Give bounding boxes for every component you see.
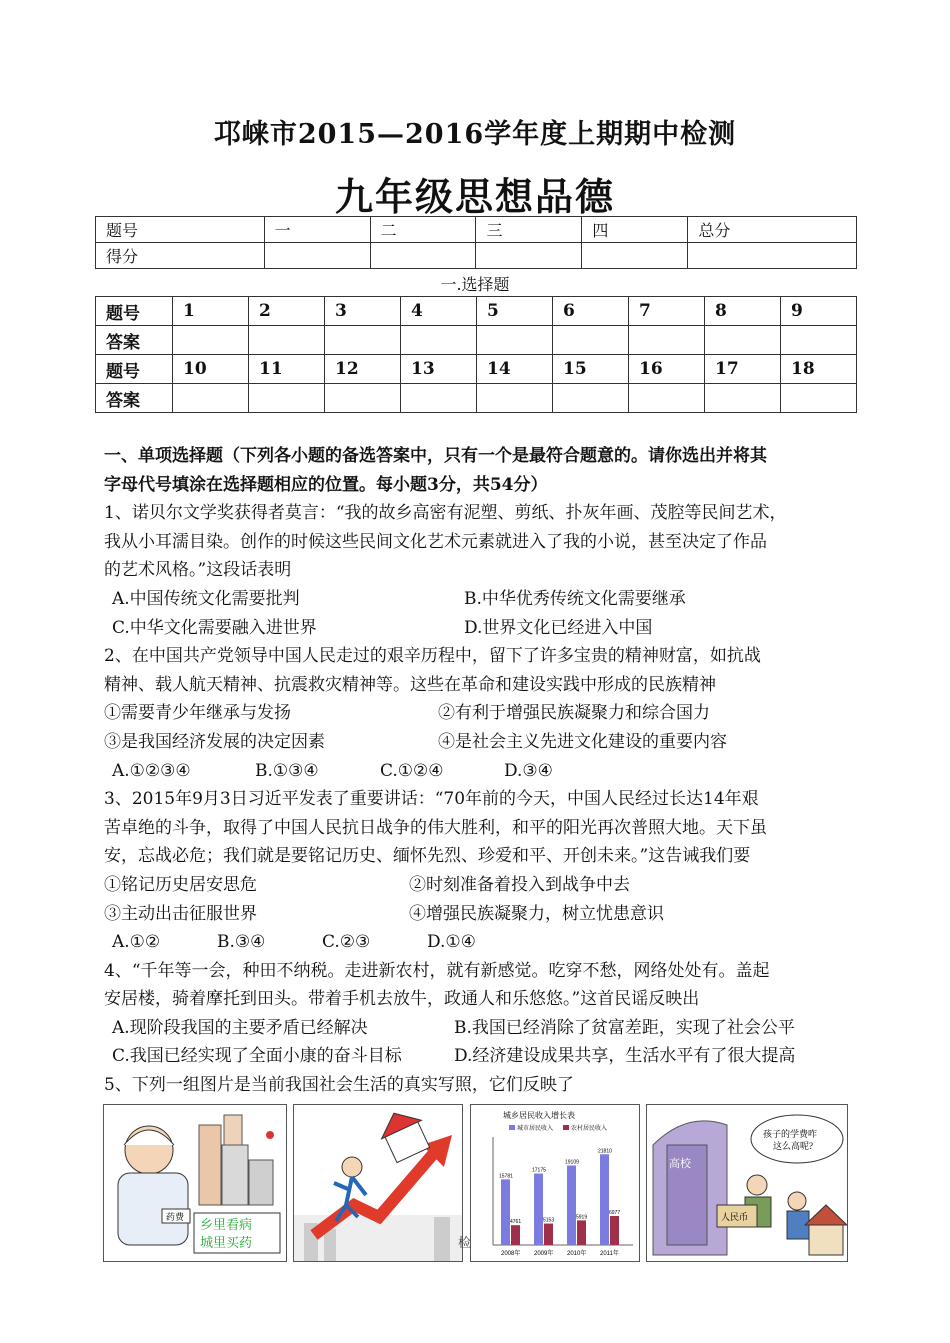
bar-label-rural: 6977 xyxy=(609,1209,621,1216)
answer-cell[interactable] xyxy=(629,384,705,413)
question-line xyxy=(104,499,854,528)
bar-urban xyxy=(501,1179,510,1245)
answer-cell[interactable] xyxy=(781,326,857,355)
statement-row xyxy=(104,728,854,757)
cartoon-picture-4 xyxy=(646,1104,848,1262)
q2-statement: ②有利于增强民族凝聚力和综合国力 xyxy=(438,703,710,724)
q1-option-b[interactable]: B.中华优秀传统文化需要继承 xyxy=(464,588,686,609)
q2-option-a[interactable]: A.①②③④ xyxy=(112,760,191,781)
q3-option-b[interactable]: B.③④ xyxy=(217,932,266,953)
instruction-text: 一、单项选择题（下列各小题的备选答案中，只有一个是最符合题意的。请你选出并将其 xyxy=(104,446,767,466)
q4-option-b[interactable]: B.我国已经消除了贫富差距，实现了社会公平 xyxy=(454,1017,795,1038)
grid-num: 6 xyxy=(553,297,629,326)
rising-price-cartoon xyxy=(294,1105,462,1261)
option-row xyxy=(104,585,854,614)
page-number: 检 xyxy=(458,1236,472,1251)
exam-title: 邛崃市2015—2016学年度上期期中检测 xyxy=(213,119,737,150)
answer-cell[interactable] xyxy=(401,384,477,413)
q4-stem: 安居楼，骑着摩托到田头。带着手机去放牛，政通人和乐悠悠。”这首民谣反映出 xyxy=(104,989,700,1010)
score-header-cell: 三 xyxy=(476,217,582,243)
answer-cell[interactable] xyxy=(325,384,401,413)
answer-cell[interactable] xyxy=(705,384,781,413)
question-line xyxy=(104,556,854,585)
grid-num: 16 xyxy=(629,355,705,384)
bar-urban xyxy=(534,1174,543,1245)
q3-statement: ②时刻准备着投入到战争中去 xyxy=(409,874,630,895)
q3-option-a[interactable]: A.①② xyxy=(112,932,161,953)
answer-cell[interactable] xyxy=(553,326,629,355)
speech-bubble-text: 这么高呢? xyxy=(773,1141,813,1151)
score-row-label: 得分 xyxy=(96,243,265,269)
q2-statement: ④是社会主义先进文化建设的重要内容 xyxy=(438,731,727,752)
option-row xyxy=(104,614,854,643)
bar-label-urban: 19109 xyxy=(565,1159,579,1166)
chart-title: 城乡居民收入增长表 xyxy=(503,1111,575,1120)
grid-num: 7 xyxy=(629,297,705,326)
bar-label-urban: 21810 xyxy=(598,1148,612,1155)
q3-option-c[interactable]: C.②③ xyxy=(322,932,371,953)
question-line xyxy=(104,814,854,843)
bar-label-rural: 5919 xyxy=(576,1214,588,1221)
score-header-cell: 题号 xyxy=(96,217,265,243)
bar-label-urban: 15781 xyxy=(499,1173,513,1180)
question-body xyxy=(104,442,854,1100)
q1-option-c[interactable]: C.中华文化需要融入进世界 xyxy=(112,617,317,638)
q1-option-a[interactable]: A.中国传统文化需要批判 xyxy=(112,588,300,609)
option-row xyxy=(104,1014,854,1043)
statement-row xyxy=(104,871,854,900)
grid-num: 4 xyxy=(401,297,477,326)
grid-num: 8 xyxy=(705,297,781,326)
answer-cell[interactable] xyxy=(249,326,325,355)
question-line xyxy=(104,785,854,814)
cartoon-caption: 乡里看病 xyxy=(200,1217,253,1232)
bar-rural xyxy=(511,1225,520,1245)
question-line xyxy=(104,957,854,986)
option-row xyxy=(104,928,854,957)
grid-num: 1 xyxy=(173,297,249,326)
tuition-cartoon xyxy=(647,1105,847,1261)
answer-cell[interactable] xyxy=(781,384,857,413)
answer-cell[interactable] xyxy=(249,384,325,413)
score-table xyxy=(95,216,857,269)
answer-cell[interactable] xyxy=(401,326,477,355)
x-tick-label: 2008年 xyxy=(501,1251,521,1257)
grid-num: 11 xyxy=(249,355,325,384)
q4-option-d[interactable]: D.经济建设成果共享，生活水平有了很大提高 xyxy=(454,1046,796,1067)
score-header-cell: 总分 xyxy=(688,217,857,243)
answer-cell[interactable] xyxy=(325,326,401,355)
grid-label: 题号 xyxy=(96,297,173,326)
answer-cell[interactable] xyxy=(173,384,249,413)
q2-option-d[interactable]: D.③④ xyxy=(504,760,553,781)
question-line xyxy=(104,642,854,671)
grid-num: 14 xyxy=(477,355,553,384)
grid-num: 3 xyxy=(325,297,401,326)
score-cell[interactable] xyxy=(476,243,582,269)
answer-cell[interactable] xyxy=(477,326,553,355)
x-tick-label: 2010年 xyxy=(567,1251,587,1257)
grid-label: 答案 xyxy=(96,384,173,413)
legend-rural: 农村居民收入 xyxy=(571,1126,608,1132)
q4-stem: 4、“千年等一会，种田不纳税。走进新农村，就有新感觉。吃穿不愁，网络处处有。盖起 xyxy=(104,960,770,981)
grid-num: 2 xyxy=(249,297,325,326)
q3-stem: 安，忘战必危；我们就是要铭记历史、缅怀先烈、珍爱和平、开创未来。”这告诫我们要 xyxy=(104,846,751,867)
instruction-line xyxy=(104,442,854,471)
x-tick-label: 2009年 xyxy=(534,1251,554,1257)
answer-cell[interactable] xyxy=(553,384,629,413)
answer-cell[interactable] xyxy=(705,326,781,355)
grid-num: 13 xyxy=(401,355,477,384)
question-line xyxy=(104,528,854,557)
income-chart-picture xyxy=(470,1104,640,1262)
bar-rural xyxy=(610,1216,619,1245)
score-header-cell: 一 xyxy=(264,217,370,243)
answer-grid xyxy=(95,296,857,413)
question-line xyxy=(104,1071,854,1100)
answer-cell[interactable] xyxy=(173,326,249,355)
bar-urban xyxy=(600,1154,609,1245)
option-row xyxy=(104,1042,854,1071)
speech-bubble-text: 孩子的学费咋 xyxy=(763,1129,818,1139)
money-label: 人民币 xyxy=(721,1212,749,1222)
grid-num: 17 xyxy=(705,355,781,384)
income-bar-chart xyxy=(471,1105,639,1261)
q2-stem: 2、在中国共产党领导中国人民走过的艰辛历程中，留下了许多宝贵的精神财富，如抗战 xyxy=(104,646,761,667)
instruction-line xyxy=(104,471,854,500)
question-line xyxy=(104,985,854,1014)
bar-label-rural: 4761 xyxy=(510,1219,522,1226)
grid-num: 10 xyxy=(173,355,249,384)
q1-stem: 我从小耳濡目染。创作的时候这些民间文化艺术元素就进入了我的小说，甚至决定了作品 xyxy=(104,531,767,552)
grid-num: 18 xyxy=(781,355,857,384)
legend-swatch-urban xyxy=(509,1125,515,1130)
cartoon-caption: 城里买药 xyxy=(200,1235,253,1250)
answer-cell[interactable] xyxy=(629,326,705,355)
score-cell[interactable] xyxy=(582,243,688,269)
x-tick-label: 2011年 xyxy=(600,1251,619,1257)
q2-statement: ①需要青少年继承与发扬 xyxy=(104,703,291,724)
subject-title: 九年级思想品德 xyxy=(334,174,615,219)
q3-statement: ③主动出击征服世界 xyxy=(104,903,257,924)
q3-option-d[interactable]: D.①④ xyxy=(427,932,476,953)
bar-label-urban: 17175 xyxy=(532,1167,546,1174)
q2-statement: ③是我国经济发展的决定因素 xyxy=(104,731,325,752)
grid-num: 9 xyxy=(781,297,857,326)
score-cell[interactable] xyxy=(370,243,476,269)
cartoon-picture-2 xyxy=(293,1104,463,1262)
statement-row xyxy=(104,900,854,929)
grid-label: 答案 xyxy=(96,326,173,355)
legend-swatch-rural xyxy=(563,1125,569,1130)
section-label: 一.选择题 xyxy=(440,275,510,294)
question-line xyxy=(104,842,854,871)
college-label: 高校 xyxy=(669,1158,691,1170)
q3-stem: 苦卓绝的斗争，取得了中国人民抗日战争的伟大胜利，和平的阳光再次普照大地。天下虽 xyxy=(104,817,767,838)
bar-rural xyxy=(577,1220,586,1245)
q1-option-d[interactable]: D.世界文化已经进入中国 xyxy=(464,617,653,638)
grid-label: 题号 xyxy=(96,355,173,384)
cartoon-picture-1 xyxy=(103,1104,287,1262)
q2-option-b[interactable]: B.①③④ xyxy=(255,760,319,781)
score-header-cell: 四 xyxy=(582,217,688,243)
q3-statement: ①铭记历史居安思危 xyxy=(104,874,257,895)
bar-rural xyxy=(544,1224,553,1245)
question-line xyxy=(104,671,854,700)
score-cell[interactable] xyxy=(264,243,370,269)
instruction-text: 字母代号填涂在选择题相应的位置。每小题3分，共54分） xyxy=(104,474,548,495)
bar-label-rural: 5153 xyxy=(543,1217,555,1224)
q2-stem: 精神、载人航天精神、抗震救灾精神等。这些在革命和建设实践中形成的民族精神 xyxy=(104,674,716,695)
statement-row xyxy=(104,699,854,728)
score-cell[interactable] xyxy=(688,243,857,269)
grid-num: 5 xyxy=(477,297,553,326)
q4-option-a[interactable]: A.现阶段我国的主要矛盾已经解决 xyxy=(112,1017,368,1038)
answer-cell[interactable] xyxy=(477,384,553,413)
doctor-cartoon-illustration xyxy=(104,1105,286,1261)
q2-option-c[interactable]: C.①②④ xyxy=(380,760,444,781)
q1-stem: 的艺术风格。”这段话表明 xyxy=(104,560,292,581)
grid-num: 15 xyxy=(553,355,629,384)
score-header-cell: 二 xyxy=(370,217,476,243)
bar-urban xyxy=(567,1166,576,1245)
drug-sign: 药费 xyxy=(166,1212,185,1222)
q3-stem: 3、2015年9月3日习近平发表了重要讲话：“70年前的今天，中国人民经过长达14年艰 xyxy=(104,789,759,810)
q3-statement: ④增强民族凝聚力，树立忧患意识 xyxy=(409,903,664,924)
q5-stem: 5、下列一组图片是当前我国社会生活的真实写照，它们反映了 xyxy=(104,1075,574,1096)
q4-option-c[interactable]: C.我国已经实现了全面小康的奋斗目标 xyxy=(112,1046,402,1067)
option-row xyxy=(104,757,854,786)
legend-urban: 城市居民收入 xyxy=(517,1126,554,1132)
q1-stem: 1、诺贝尔文学奖获得者莫言：“我的故乡高密有泥塑、剪纸、扑灰年画、茂腔等民间艺术， xyxy=(104,503,787,524)
grid-num: 12 xyxy=(325,355,401,384)
